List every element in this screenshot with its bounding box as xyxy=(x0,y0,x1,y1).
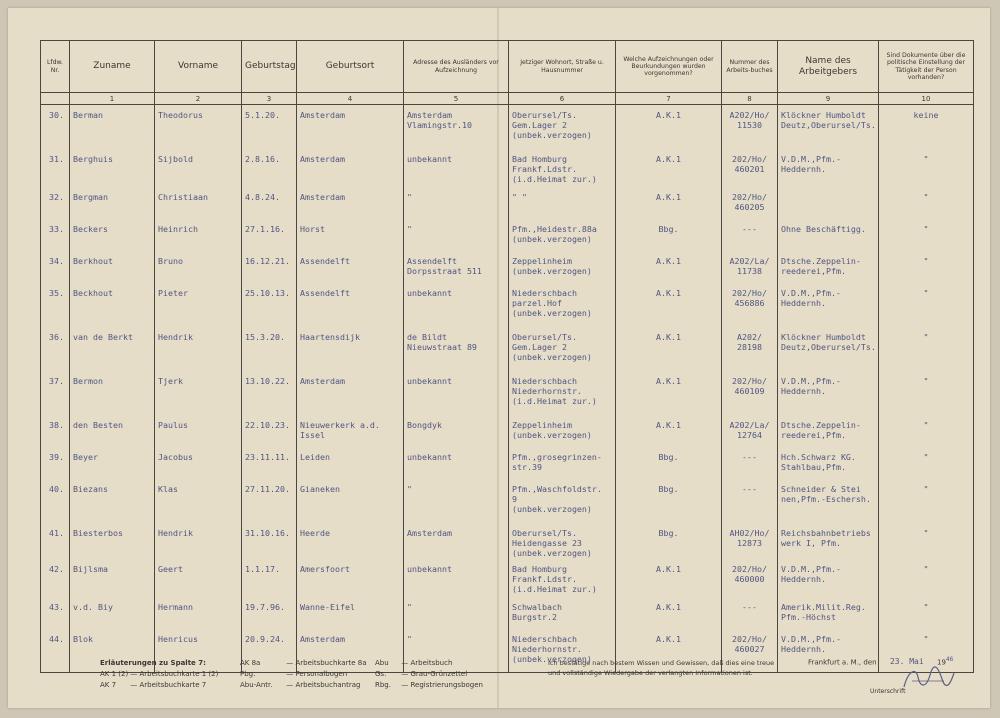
header-vorname: Vorname xyxy=(155,41,242,93)
legend-col3 xyxy=(375,658,483,691)
row-number: 35. xyxy=(41,283,70,327)
adresse-cell: " xyxy=(404,597,509,629)
arbeitgeber-cell: V.D.M.,Pfm.- Heddernh. xyxy=(778,283,879,327)
geburtstag-cell: 27.11.20. xyxy=(242,479,297,523)
vorname-cell: Jacobus xyxy=(155,447,242,479)
aufzeichnung-cell: Bbg. xyxy=(616,219,722,251)
arbeitsbuch-cell: A202/ 28198 xyxy=(722,327,778,371)
table-row xyxy=(41,149,974,187)
aufzeichnung-cell: A.K.1 xyxy=(616,251,722,283)
row-number: 36. xyxy=(41,327,70,371)
row-number: 37. xyxy=(41,371,70,415)
vorname-cell: Paulus xyxy=(155,415,242,447)
header-geburtsort: Geburtsort xyxy=(297,41,404,93)
geburtstag-cell: 31.10.16. xyxy=(242,523,297,559)
legend xyxy=(100,658,483,691)
legend-code: Pbg. xyxy=(240,670,256,678)
header-lfd-nr: Lfdw. Nr. xyxy=(41,41,70,93)
row-number: 30. xyxy=(41,105,70,149)
declaration-text: Ich bestätige nach bestem Wissen und Gewissen, daß dies eine treue und vollständige Wiedergabe der verlangten Informationen ist. xyxy=(548,659,775,677)
year-prefix: 19 xyxy=(937,658,946,667)
dokumente-cell: " xyxy=(879,523,974,559)
arbeitsbuch-cell: --- xyxy=(722,219,778,251)
zuname-cell: Bergman xyxy=(70,187,155,219)
zuname-cell: Bijlsma xyxy=(70,559,155,597)
aufzeichnung-cell: A.K.1 xyxy=(616,187,722,219)
geburtsort-cell: Amsterdam xyxy=(297,105,404,149)
column-number: 1 xyxy=(70,93,155,105)
aufzeichnung-cell: Bbg. xyxy=(616,447,722,479)
arbeitsbuch-cell: A202/Ho/ 11530 xyxy=(722,105,778,149)
geburtstag-cell: 25.10.13. xyxy=(242,283,297,327)
table-row xyxy=(41,283,974,327)
adresse-cell: de Bildt Nieuwstraat 89 xyxy=(404,327,509,371)
arbeitgeber-cell: Amerik.Milit.Reg. Pfm.-Höchst xyxy=(778,597,879,629)
legend-code: AK 7 xyxy=(100,681,117,689)
wohnort-cell: Pfm.,Heidestr.88a (unbek.verzogen) xyxy=(509,219,616,251)
column-number xyxy=(41,93,70,105)
column-number-row xyxy=(41,93,974,105)
adresse-cell: unbekannt xyxy=(404,149,509,187)
dokumente-cell: " xyxy=(879,283,974,327)
legend-code: AK 1 (2) xyxy=(100,670,129,678)
geburtsort-cell: Amersfoort xyxy=(297,559,404,597)
wohnort-cell: Zeppelinheim (unbek.verzogen) xyxy=(509,251,616,283)
handwritten-date: 23. Mai xyxy=(889,657,924,667)
arbeitsbuch-cell: 202/Ho/ 460000 xyxy=(722,559,778,597)
vorname-cell: Tjerk xyxy=(155,371,242,415)
legend-desc: — Personalbogen xyxy=(286,670,348,678)
zuname-cell: van de Berkt xyxy=(70,327,155,371)
geburtsort-cell: Heerde xyxy=(297,523,404,559)
zuname-cell: Biesterbos xyxy=(70,523,155,559)
aufzeichnung-cell: A.K.1 xyxy=(616,371,722,415)
aufzeichnung-cell: A.K.1 xyxy=(616,105,722,149)
legend-entry xyxy=(375,680,483,691)
legend-entry xyxy=(375,669,483,680)
aufzeichnung-cell: A.K.1 xyxy=(616,415,722,447)
signature-label: Unterschrift xyxy=(870,688,906,695)
geburtstag-cell: 5.1.20. xyxy=(242,105,297,149)
legend-code: Rbg. xyxy=(375,681,391,689)
adresse-cell: Assendelft Dorpsstraat 511 xyxy=(404,251,509,283)
geburtstag-cell: 15.3.20. xyxy=(242,327,297,371)
wohnort-cell: Zeppelinheim (unbek.verzogen) xyxy=(509,415,616,447)
table-row xyxy=(41,371,974,415)
column-number: 9 xyxy=(778,93,879,105)
dokumente-cell: " xyxy=(879,371,974,415)
zuname-cell: Berghuis xyxy=(70,149,155,187)
handwritten-signature xyxy=(898,663,958,693)
aufzeichnung-cell: Bbg. xyxy=(616,479,722,523)
dokumente-cell: " xyxy=(879,415,974,447)
header-row xyxy=(41,41,974,93)
column-number: 4 xyxy=(297,93,404,105)
zuname-cell: v.d. Biy xyxy=(70,597,155,629)
geburtstag-cell: 1.1.17. xyxy=(242,559,297,597)
legend-entry xyxy=(100,669,218,680)
legend-entry xyxy=(375,658,483,669)
adresse-cell: unbekannt xyxy=(404,371,509,415)
document-sheet xyxy=(8,8,990,708)
row-number: 33. xyxy=(41,219,70,251)
vorname-cell: Christiaan xyxy=(155,187,242,219)
row-number: 41. xyxy=(41,523,70,559)
header-aufzeichnungen: Welche Aufzeichnungen oder Beurkundungen wurden vorgenommen? xyxy=(616,41,722,93)
geburtstag-cell: 2.8.16. xyxy=(242,149,297,187)
geburtstag-cell: 23.11.11. xyxy=(242,447,297,479)
geburtstag-cell: 19.7.96. xyxy=(242,597,297,629)
arbeitgeber-cell: V.D.M.,Pfm.- Heddernh. xyxy=(778,559,879,597)
geburtsort-cell: Amsterdam xyxy=(297,149,404,187)
legend-title: Erläuterungen zu Spalte 7: xyxy=(100,659,206,667)
vorname-cell: Theodorus xyxy=(155,105,242,149)
zuname-cell: Beckhout xyxy=(70,283,155,327)
vorname-cell: Sijbold xyxy=(155,149,242,187)
row-number: 40. xyxy=(41,479,70,523)
header-wohnort: Jetziger Wohnort, Straße u. Hausnummer xyxy=(509,41,616,93)
legend-desc: — Grau-Grünzettel xyxy=(401,670,468,678)
aufzeichnung-cell: A.K.1 xyxy=(616,149,722,187)
wohnort-cell: Oberursel/Ts. Gem.Lager 2 (unbek.verzogen) xyxy=(509,327,616,371)
column-number: 8 xyxy=(722,93,778,105)
legend-desc: — Arbeitsbuch xyxy=(401,659,453,667)
column-number: 7 xyxy=(616,93,722,105)
arbeitsbuch-cell: --- xyxy=(722,597,778,629)
row-number: 38. xyxy=(41,415,70,447)
adresse-cell: " xyxy=(404,629,509,673)
dokumente-cell: " xyxy=(879,327,974,371)
vorname-cell: Heinrich xyxy=(155,219,242,251)
legend-col1 xyxy=(100,669,218,691)
place-prefix: Frankfurt a. M., den xyxy=(808,658,877,667)
adresse-cell: Amsterdam xyxy=(404,523,509,559)
adresse-cell: unbekannt xyxy=(404,283,509,327)
vorname-cell: Hendrik xyxy=(155,523,242,559)
aufzeichnung-cell: A.K.1 xyxy=(616,629,722,673)
dokumente-cell: " xyxy=(879,597,974,629)
register-table xyxy=(40,40,974,673)
zuname-cell: Berman xyxy=(70,105,155,149)
zuname-cell: Beckers xyxy=(70,219,155,251)
wohnort-cell: Pfm.,grosegrinzen- str.39 xyxy=(509,447,616,479)
arbeitgeber-cell: Ohne Beschäftigg. xyxy=(778,219,879,251)
column-number: 3 xyxy=(242,93,297,105)
table-row xyxy=(41,447,974,479)
table-row xyxy=(41,479,974,523)
arbeitsbuch-cell: AH02/Ho/ 12873 xyxy=(722,523,778,559)
wohnort-cell: Oberursel/Ts. Heidengasse 23 (unbek.verzogen) xyxy=(509,523,616,559)
dokumente-cell: " xyxy=(879,187,974,219)
zuname-cell: Blok xyxy=(70,629,155,673)
dokumente-cell: " xyxy=(879,251,974,283)
wohnort-cell: Niederschbach parzel.Hof (unbek.verzogen) xyxy=(509,283,616,327)
vorname-cell: Hermann xyxy=(155,597,242,629)
arbeitgeber-cell: Hch.Schwarz KG. Stahlbau,Pfm. xyxy=(778,447,879,479)
zuname-cell: Beyer xyxy=(70,447,155,479)
legend-desc: — Registrierungsbogen xyxy=(401,681,483,689)
column-number: 6 xyxy=(509,93,616,105)
table-row xyxy=(41,105,974,149)
row-number: 34. xyxy=(41,251,70,283)
vorname-cell: Geert xyxy=(155,559,242,597)
legend-entry xyxy=(240,680,367,691)
geburtstag-cell: 16.12.21. xyxy=(242,251,297,283)
table-row xyxy=(41,523,974,559)
geburtstag-cell: 27.1.16. xyxy=(242,219,297,251)
geburtsort-cell: Nieuwerkerk a.d. Issel xyxy=(297,415,404,447)
aufzeichnung-cell: A.K.1 xyxy=(616,597,722,629)
geburtstag-cell: 13.10.22. xyxy=(242,371,297,415)
legend-desc: — Arbeitsbuchkarte 7 xyxy=(130,681,207,689)
row-number: 44. xyxy=(41,629,70,673)
column-number: 5 xyxy=(404,93,509,105)
aufzeichnung-cell: A.K.1 xyxy=(616,327,722,371)
zuname-cell: Bermon xyxy=(70,371,155,415)
arbeitgeber-cell: Reichsbahnbetriebs werk I, Pfm. xyxy=(778,523,879,559)
legend-entry xyxy=(240,669,367,680)
legend-desc: — Arbeitsbuchkarte 1 (2) xyxy=(130,670,219,678)
geburtsort-cell: Assendelft xyxy=(297,251,404,283)
geburtsort-cell: Amsterdam xyxy=(297,629,404,673)
adresse-cell: unbekannt xyxy=(404,447,509,479)
arbeitgeber-cell: Dtsche.Zeppelin- reederei,Pfm. xyxy=(778,251,879,283)
arbeitsbuch-cell: --- xyxy=(722,447,778,479)
arbeitsbuch-cell: A202/La/ 12764 xyxy=(722,415,778,447)
aufzeichnung-cell: A.K.1 xyxy=(616,283,722,327)
wohnort-cell: Pfm.,Waschfoldstr. 9 (unbek.verzogen) xyxy=(509,479,616,523)
table-row xyxy=(41,597,974,629)
legend-desc: — Arbeitsbuchantrag xyxy=(286,681,361,689)
legend-desc: — Arbeitsbuchkarte 8a xyxy=(286,659,367,667)
header-geburtstag: Geburtstag xyxy=(242,41,297,93)
row-number: 43. xyxy=(41,597,70,629)
adresse-cell: " xyxy=(404,187,509,219)
header-adresse: Adresse des Ausländers vor Aufzeichnung xyxy=(404,41,509,93)
dokumente-cell: " xyxy=(879,149,974,187)
adresse-cell: " xyxy=(404,219,509,251)
geburtstag-cell: 4.8.24. xyxy=(242,187,297,219)
arbeitgeber-cell: Schneider & Stei nen,Pfm.-Eschersh. xyxy=(778,479,879,523)
arbeitgeber-cell: Dtsche.Zeppelin- reederei,Pfm. xyxy=(778,415,879,447)
arbeitsbuch-cell: 202/Ho/ 460201 xyxy=(722,149,778,187)
vorname-cell: Hendrik xyxy=(155,327,242,371)
wohnort-cell: Bad Homburg Frankf.Ldstr. (i.d.Heimat zur.) xyxy=(509,149,616,187)
geburtsort-cell: Gianeken xyxy=(297,479,404,523)
dokumente-cell: " xyxy=(879,629,974,673)
geburtsort-cell: Assendelft xyxy=(297,283,404,327)
arbeitgeber-cell: Klöckner Humboldt Deutz,Oberursel/Ts. xyxy=(778,105,879,149)
arbeitgeber-cell: V.D.M.,Pfm.- Heddernh. xyxy=(778,629,879,673)
year-suffix: 46 xyxy=(945,656,954,663)
legend-code: Abu-Antr. xyxy=(240,681,273,689)
geburtsort-cell: Horst xyxy=(297,219,404,251)
arbeitgeber-cell: V.D.M.,Pfm.- Heddernh. xyxy=(778,371,879,415)
vorname-cell: Henricus xyxy=(155,629,242,673)
table-row xyxy=(41,327,974,371)
table-row xyxy=(41,415,974,447)
arbeitsbuch-cell: 202/Ho/ 456886 xyxy=(722,283,778,327)
aufzeichnung-cell: Bbg. xyxy=(616,523,722,559)
wohnort-cell: Niederschbach Niederhornstr. (unbek.verzogen) xyxy=(509,629,616,673)
legend-entry xyxy=(240,658,367,669)
zuname-cell: den Besten xyxy=(70,415,155,447)
geburtsort-cell: Wanne-Eifel xyxy=(297,597,404,629)
adresse-cell: Amsterdam Vlamingstr.10 xyxy=(404,105,509,149)
legend-code: AK 8a xyxy=(240,659,261,667)
header-arbeitsbuch: Nummer des Arbeits-buches xyxy=(722,41,778,93)
legend-col2 xyxy=(240,658,367,691)
header-arbeitgeber: Name des Arbeitgebers xyxy=(778,41,879,93)
column-number: 2 xyxy=(155,93,242,105)
legend-code: Abu xyxy=(375,659,389,667)
row-number: 32. xyxy=(41,187,70,219)
dokumente-cell: keine xyxy=(879,105,974,149)
arbeitgeber-cell: Klöckner Humboldt Deutz,Oberursel/Ts. xyxy=(778,327,879,371)
geburtstag-cell: 20.9.24. xyxy=(242,629,297,673)
arbeitsbuch-cell: --- xyxy=(722,479,778,523)
row-number: 42. xyxy=(41,559,70,597)
row-number: 31. xyxy=(41,149,70,187)
row-number: 39. xyxy=(41,447,70,479)
dokumente-cell: " xyxy=(879,479,974,523)
geburtstag-cell: 22.10.23. xyxy=(242,415,297,447)
adresse-cell: unbekannt xyxy=(404,559,509,597)
header-dokumente: Sind Dokumente über die politische Einstellung der Tätigkeit der Person vorhanden? xyxy=(879,41,974,93)
wohnort-cell: Schwalbach Burgstr.2 xyxy=(509,597,616,629)
legend-entry xyxy=(100,680,218,691)
table-row xyxy=(41,187,974,219)
dokumente-cell: " xyxy=(879,447,974,479)
column-number: 10 xyxy=(879,93,974,105)
wohnort-cell: Niederschbach Niederhornstr. (i.d.Heimat zur.) xyxy=(509,371,616,415)
table-row xyxy=(41,219,974,251)
vorname-cell: Pieter xyxy=(155,283,242,327)
wohnort-cell: " " xyxy=(509,187,616,219)
geburtsort-cell: Amsterdam xyxy=(297,371,404,415)
vorname-cell: Bruno xyxy=(155,251,242,283)
aufzeichnung-cell: A.K.1 xyxy=(616,559,722,597)
arbeitsbuch-cell: 202/Ho/ 460205 xyxy=(722,187,778,219)
arbeitsbuch-cell: 202/Ho/ 460027 xyxy=(722,629,778,673)
arbeitgeber-cell xyxy=(778,187,879,219)
adresse-cell: Bongdyk xyxy=(404,415,509,447)
geburtsort-cell: Amsterdam xyxy=(297,187,404,219)
dokumente-cell: " xyxy=(879,559,974,597)
arbeitgeber-cell: V.D.M.,Pfm.- Heddernh. xyxy=(778,149,879,187)
table-row xyxy=(41,251,974,283)
legend-code: Gs. xyxy=(375,670,387,678)
geburtsort-cell: Haartensdijk xyxy=(297,327,404,371)
arbeitsbuch-cell: 202/Ho/ 460109 xyxy=(722,371,778,415)
zuname-cell: Berkhout xyxy=(70,251,155,283)
header-zuname: Zuname xyxy=(70,41,155,93)
table-row xyxy=(41,559,974,597)
arbeitsbuch-cell: A202/La/ 11738 xyxy=(722,251,778,283)
geburtsort-cell: Leiden xyxy=(297,447,404,479)
vorname-cell: Klas xyxy=(155,479,242,523)
zuname-cell: Biezans xyxy=(70,479,155,523)
adresse-cell: " xyxy=(404,479,509,523)
wohnort-cell: Bad Homburg Frankf.Ldstr. (i.d.Heimat zur.) xyxy=(509,559,616,597)
wohnort-cell: Oberursel/Ts. Gem.Lager 2 (unbek.verzogen) xyxy=(509,105,616,149)
register-rows xyxy=(41,105,974,673)
dokumente-cell: " xyxy=(879,219,974,251)
